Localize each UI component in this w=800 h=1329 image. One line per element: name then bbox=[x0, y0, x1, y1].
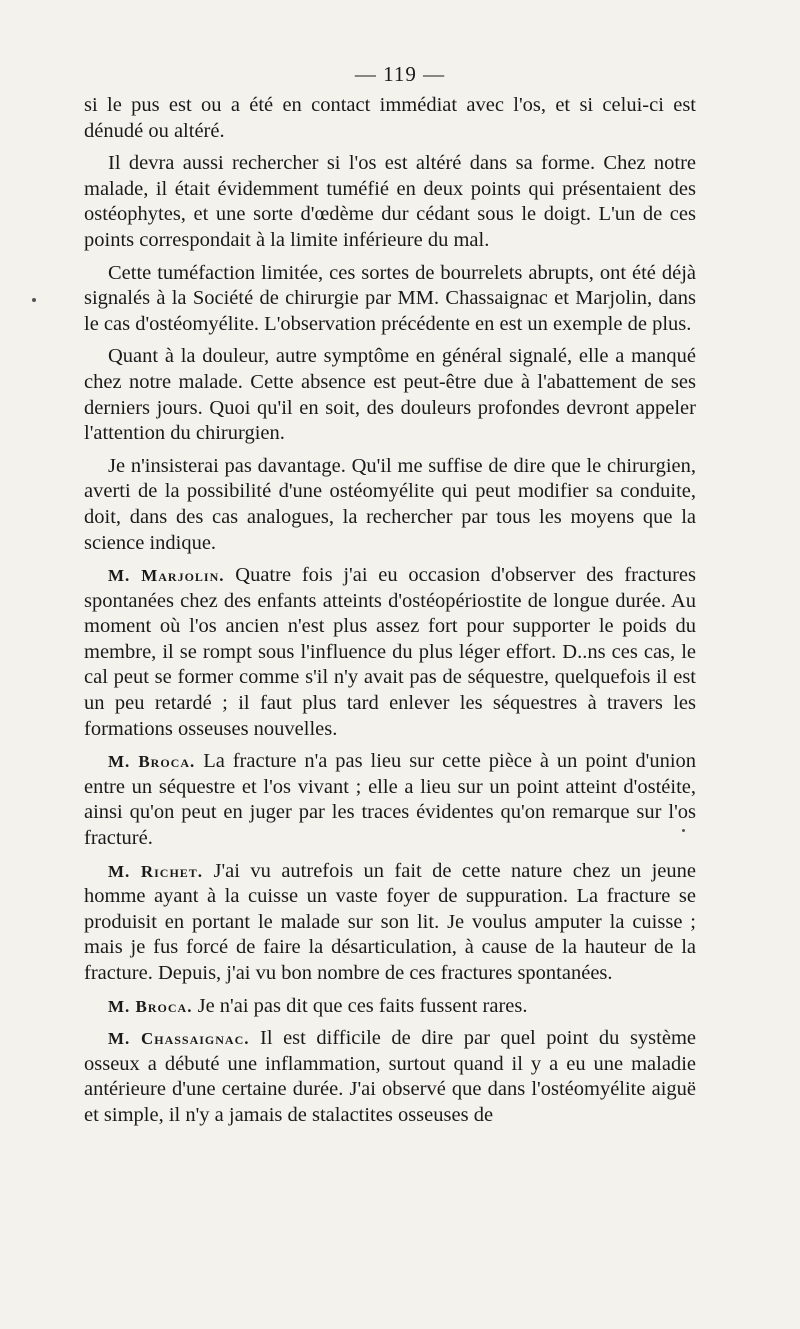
paragraph-4 bbox=[84, 344, 696, 446]
ink-speck bbox=[32, 298, 36, 302]
paragraph-chassaignac bbox=[84, 1026, 696, 1128]
page-number: — 119 — bbox=[354, 62, 446, 86]
paragraph-4-text: Quant à la douleur, autre symptôme en général signalé, elle a manqué chez notre malade. Cette absence est peut-être due à l'abattement de ses derniers jours. Quoi qu'il en soit, des douleurs profondes devront appeler l'attention du chirurgien. bbox=[84, 345, 696, 445]
ink-speck bbox=[682, 829, 685, 832]
paragraph-1 bbox=[84, 93, 696, 144]
speaker-name: M. Broca. bbox=[108, 996, 193, 1016]
paragraph-2-text: Il devra aussi rechercher si l'os est altéré dans sa forme. Chez notre malade, il était évidemment tuméfié en deux points qui présentaient des ostéophytes, et une sorte d'œdème dur cédant sous le doigt. L'un de ces points correspondait à la limite inférieure du mal. bbox=[84, 152, 696, 251]
paragraph-chassaignac-text: Il est difficile de dire par quel point du système osseux a débuté une inflammation, surtout quand il y a eu une maladie antérieure d'une certaine durée. J'ai observé que dans l'ostéomyélite aiguë et simple, il n'y a jamais de stalactites osseuses de bbox=[84, 1027, 696, 1126]
paragraph-broca-2 bbox=[84, 994, 696, 1020]
speaker-name: M. Richet. bbox=[108, 861, 204, 881]
speaker-name: M. Chassaignac. bbox=[108, 1029, 250, 1049]
paragraph-broca-1-text: La fracture n'a pas lieu sur cette pièce à un point d'union entre un séquestre et l'os vivant ; elle a lieu sur un point atteint d'ostéite, ainsi qu'on peut en juger par les traces évidentes qu'on remarque sur l'os fracturé. bbox=[84, 750, 697, 850]
paragraph-broca-1 bbox=[84, 749, 696, 851]
paragraph-5-text: Je n'insisterai pas davantage. Qu'il me suffise de dire que le chirurgien, averti de la possibilité d'une ostéomyélite qui peut modifier sa conduite, doit, dans des cas analogues, la rechercher par tous les moyens que la science indique. bbox=[84, 454, 696, 554]
body-text bbox=[84, 93, 696, 1136]
paragraph-3 bbox=[84, 261, 696, 338]
paragraph-broca-2-text: Je n'ai pas dit que ces faits fussent rares. bbox=[197, 994, 528, 1017]
paragraph-1-text: si le pus est ou a été en contact immédiat avec l'os, et si celui-ci est dénudé ou altéré. bbox=[84, 94, 696, 142]
paragraph-5 bbox=[84, 454, 696, 556]
speaker-name: M. Marjolin. bbox=[108, 566, 225, 586]
paragraph-marjolin-text: Quatre fois j'ai eu occasion d'observer des fractures spontanées chez des enfants atteints d'ostéopériostite de longue durée. Au moment où l'os ancien n'est plus assez fort pour supporter le poids du membre, il se rompt sous l'influence du plus léger effort. D..ns ces cas, le cal peut se former comme s'il n'y avait pas de séquestre, quelquefois il est un peu retardé ; il faut plus tard enlever les séquestres à travers les formations osseuses nouvelles. bbox=[84, 564, 697, 740]
paragraph-richet-text: J'ai vu autrefois un fait de cette nature chez un jeune homme ayant à la cuisse un vaste foyer de suppuration. La fracture se produisit en portant le malade sur son lit. Je voulus amputer la cuisse ; mais je fus forcé de faire la désarticulation, à cause de la hauteur de la fracture. Depuis, j'ai vu bon nombre de ces fractures spontanées. bbox=[84, 859, 697, 984]
paragraph-3-text: Cette tuméfaction limitée, ces sortes de bourrelets abrupts, ont été déjà signalés à la Société de chirurgie par MM. Chassaignac et Marjolin, dans le cas d'ostéomyélite. L'observation précédente en est un exemple de plus. bbox=[84, 261, 696, 335]
speaker-name: M. Broca. bbox=[108, 752, 196, 772]
paragraph-richet bbox=[84, 859, 696, 987]
paragraph-2 bbox=[84, 151, 696, 253]
paragraph-marjolin bbox=[84, 563, 696, 742]
